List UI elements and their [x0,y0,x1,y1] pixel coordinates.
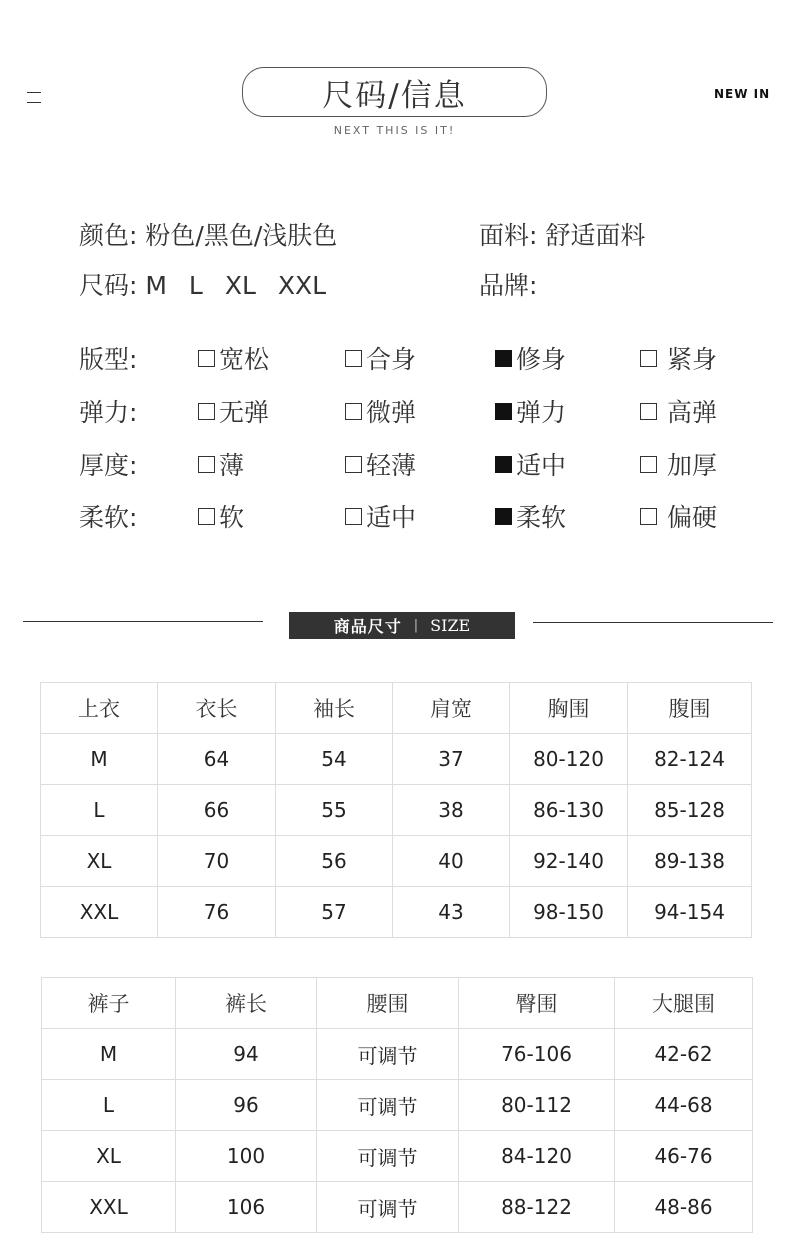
table-cell: 106 [176,1182,317,1233]
table-cell: 98-150 [510,887,628,938]
attribute-label: 版型: [79,345,138,374]
attribute-label: 厚度: [79,451,138,480]
table-cell: 54 [276,734,393,785]
size-option: XXL [277,271,327,300]
fabric-label: 面料: [479,221,538,250]
unchecked-box-icon[interactable] [640,350,657,367]
table-row [42,1080,753,1131]
size-info [79,266,340,302]
table-cell: 64 [158,734,276,785]
attribute-option[interactable] [640,393,717,429]
attribute-option[interactable] [495,340,566,376]
banner-separator: | [413,618,419,633]
attribute-option[interactable] [495,446,566,482]
unchecked-box-icon[interactable] [345,508,362,525]
attribute-option[interactable] [345,446,416,482]
fabric-info [479,216,645,252]
table-header-cell: 裤子 [42,978,176,1029]
banner-title-en: SIZE [430,616,471,635]
table-row [41,836,752,887]
table-cell: 43 [393,887,510,938]
unchecked-box-icon[interactable] [198,456,215,473]
table-row [42,1131,753,1182]
attribute-option-label: 薄 [219,451,245,480]
unchecked-box-icon[interactable] [198,350,215,367]
table-cell: 89-138 [628,836,752,887]
table-cell: 48-86 [615,1182,753,1233]
table-row [41,785,752,836]
attribute-option[interactable] [198,498,244,534]
attribute-option-label: 宽松 [219,345,270,374]
table-cell: 66 [158,785,276,836]
table-row [41,887,752,938]
attribute-option[interactable] [640,498,717,534]
unchecked-box-icon[interactable] [640,508,657,525]
table-cell: 94-154 [628,887,752,938]
attribute-label: 弹力: [79,398,138,427]
table-header-cell: 胸围 [510,683,628,734]
table-header-cell: 袖长 [276,683,393,734]
attribute-option-label: 微弹 [366,398,417,427]
attribute-option[interactable] [198,446,244,482]
size-option: XL [224,271,256,300]
attribute-label: 柔软: [79,503,138,532]
table-cell: 可调节 [317,1080,459,1131]
table-header-row [41,683,752,734]
unchecked-box-icon[interactable] [345,350,362,367]
table-cell: M [41,734,158,785]
table-cell: 37 [393,734,510,785]
table-cell: 94 [176,1029,317,1080]
page-subtitle: NEXT THIS IS IT! [333,124,456,137]
table-cell: 96 [176,1080,317,1131]
attribute-option-label: 柔软 [516,503,567,532]
unchecked-box-icon[interactable] [640,403,657,420]
unchecked-box-icon[interactable] [640,456,657,473]
attribute-option-label: 修身 [516,345,567,374]
unchecked-box-icon[interactable] [198,508,215,525]
table-cell: 44-68 [615,1080,753,1131]
table-cell: 40 [393,836,510,887]
fabric-value: 舒适面料 [545,221,646,250]
table-header-row [42,978,753,1029]
attribute-option[interactable] [495,498,566,534]
table-row [42,1182,753,1233]
attribute-option-label: 无弹 [219,398,270,427]
attribute-option[interactable] [495,393,566,429]
brand-info [479,266,537,302]
table-header-cell: 腹围 [628,683,752,734]
table-cell: XXL [41,887,158,938]
size-option: L [188,271,203,300]
attribute-option-label: 偏硬 [667,503,718,532]
table-cell: 42-62 [615,1029,753,1080]
attribute-option-label: 弹力 [516,398,567,427]
table-cell: 可调节 [317,1029,459,1080]
attribute-option-label: 加厚 [667,451,718,480]
table-cell: 可调节 [317,1182,459,1233]
table-cell: 76-106 [459,1029,615,1080]
table-row [41,734,752,785]
attribute-option-label: 紧身 [667,345,718,374]
table-cell: 100 [176,1131,317,1182]
size-label: 尺码: [79,271,138,300]
table-cell: 85-128 [628,785,752,836]
table-cell: XL [41,836,158,887]
table-cell: 56 [276,836,393,887]
checked-box-icon[interactable] [495,403,512,420]
checked-box-icon[interactable] [495,508,512,525]
table-header-cell: 裤长 [176,978,317,1029]
table-cell: 55 [276,785,393,836]
table-header-cell: 衣长 [158,683,276,734]
table-cell: M [42,1029,176,1080]
attribute-option[interactable] [640,446,717,482]
table-header-cell: 臀围 [459,978,615,1029]
color-label: 颜色: [79,221,138,250]
checked-box-icon[interactable] [495,456,512,473]
table-row [42,1029,753,1080]
divider-right [533,622,773,623]
table-cell: XL [42,1131,176,1182]
new-in-badge: NEW IN [714,87,771,101]
pants-size-table [41,977,753,1233]
attribute-option-label: 适中 [516,451,567,480]
attribute-option[interactable] [345,340,416,376]
attribute-option[interactable] [198,340,269,376]
attribute-option[interactable] [345,498,416,534]
table-cell: 70 [158,836,276,887]
banner-title-zh: 商品尺寸 [333,617,402,636]
size-option: M [145,271,167,300]
attribute-option-label: 高弹 [667,398,718,427]
table-cell: 57 [276,887,393,938]
table-cell: XXL [42,1182,176,1233]
table-cell: L [42,1080,176,1131]
attribute-option[interactable] [198,393,269,429]
brand-label: 品牌: [479,271,538,300]
color-info [79,216,337,252]
table-cell: 80-120 [510,734,628,785]
table-cell: 76 [158,887,276,938]
attribute-option-label: 合身 [366,345,417,374]
size-banner [289,612,515,639]
attribute-option-label: 轻薄 [366,451,417,480]
table-cell: L [41,785,158,836]
table-cell: 82-124 [628,734,752,785]
attribute-option-label: 适中 [366,503,417,532]
attribute-option[interactable] [345,393,416,429]
unchecked-box-icon[interactable] [198,403,215,420]
page-title: 尺码/信息 [242,67,547,117]
table-cell: 92-140 [510,836,628,887]
attribute-option[interactable] [640,340,717,376]
unchecked-box-icon[interactable] [345,456,362,473]
table-cell: 86-130 [510,785,628,836]
unchecked-box-icon[interactable] [345,403,362,420]
table-cell: 38 [393,785,510,836]
table-cell: 46-76 [615,1131,753,1182]
table-cell: 88-122 [459,1182,615,1233]
table-header-cell: 肩宽 [393,683,510,734]
size-list [145,271,340,300]
divider-left [23,621,263,622]
menu-icon[interactable] [27,90,41,104]
checked-box-icon[interactable] [495,350,512,367]
table-header-cell: 上衣 [41,683,158,734]
table-cell: 84-120 [459,1131,615,1182]
tops-size-table [40,682,752,938]
attribute-option-label: 软 [219,503,245,532]
table-header-cell: 大腿围 [615,978,753,1029]
table-cell: 可调节 [317,1131,459,1182]
color-value: 粉色/黑色/浅肤色 [145,221,338,250]
table-cell: 80-112 [459,1080,615,1131]
table-header-cell: 腰围 [317,978,459,1029]
